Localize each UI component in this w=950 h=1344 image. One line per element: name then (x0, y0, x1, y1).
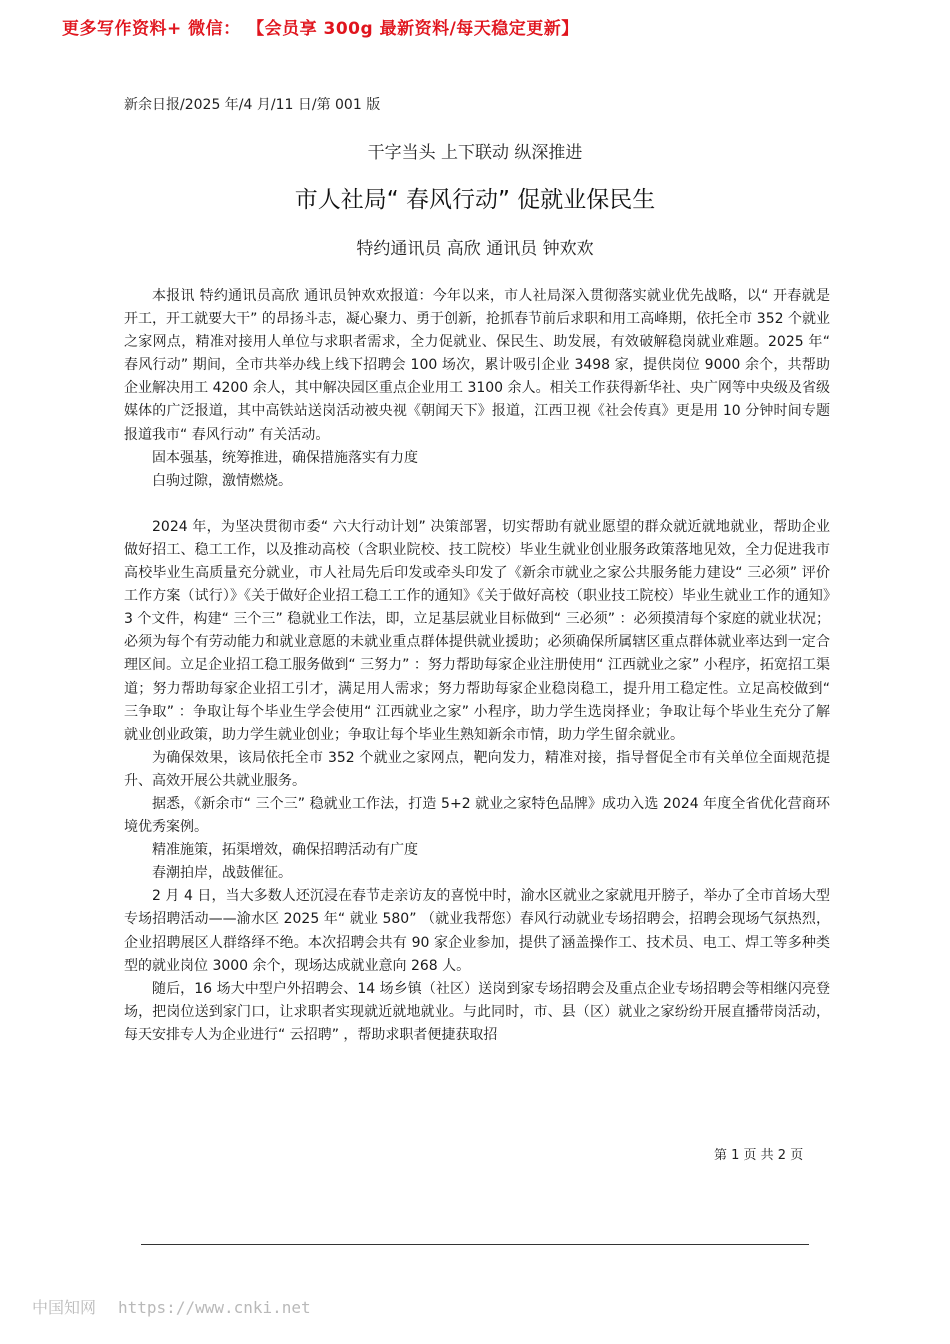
article-title: 市人社局“ 春风行动” 促就业保民生 (294, 187, 656, 213)
paragraph: 随后，16 场大中型户外招聘会、14 场乡镇（社区）送岗到家专场招聘会及重点企业专场招聘会等相继闪亮登场，把岗位送到家门口，让求职者实现就近就地就业。与此同时，市、县（区）就业之家纷纷开展直播带岗活动，每天安排专人为企业进行“ 云招聘” ，帮助求职者便捷获取招 (124, 980, 830, 1043)
promo-banner: 更多写作资料+ 微信： 【会员享 300g 最新资料/每天稳定更新】 (62, 19, 579, 39)
source-line: 新余日报/2025 年/4 月/11 日/第 001 版 (124, 97, 381, 113)
section-heading: 固本强基，统筹推进，确保措施落实有力度 (152, 449, 418, 466)
cnki-site-url[interactable]: https://www.cnki.net (118, 1298, 311, 1317)
paragraph-lead: 本报讯 特约通讯员高欣 通讯员钟欢欢报道：今年以来，市人社局深入贯彻落实就业优先战略，以“ 开春就是开工，开工就要大干” 的昂扬斗志，凝心聚力、勇于创新，抢抓春节前后求职和用工高峰期，依托全市 352 个就业之家网点，精准对接用人单位与求职者需求，全力促就业、保民生、助发展，有效破解稳岗就业难题。2025 年“ 春风行动” 期间，全市共举办线上线下招聘会 100 场次，累计吸引企业 3498 家，提供岗位 9000 余个，共帮助企业解决用工 4200 余人，其中解决园区重点企业用工 3100 余人。相关工作获得新华社、央广网等中央级及省级媒体的广泛报道，其中高铁站送岗活动被央视《朝闻天下》报道，江西卫视《社会传真》更是用 10 分钟时间专题报道我市“ 春风行动” 有关活动。 (124, 288, 830, 443)
paragraph-gap (124, 493, 830, 516)
article-subtitle: 干字当头 上下联动 纵深推进 (367, 143, 583, 163)
page-number: 第 1 页 共 2 页 (714, 1148, 804, 1163)
article-body (124, 285, 830, 1047)
paragraph: 白驹过隙，激情燃烧。 (152, 472, 292, 489)
paragraph: 春潮拍岸，战鼓催征。 (152, 865, 292, 882)
paragraph: 据悉，《新余市“ 三个三” 稳就业工作法，打造 5+2 就业之家特色品牌》成功入选 2024 年度全省优化营商环境优秀案例。 (124, 795, 830, 836)
cnki-watermark (32, 1295, 311, 1318)
cnki-site-name: 中国知网 (32, 1298, 97, 1317)
footer-divider (141, 1244, 809, 1245)
paragraph: 2 月 4 日，当大多数人还沉浸在春节走亲访友的喜悦中时，渝水区就业之家就甩开膀子，举办了全市首场大型专场招聘活动——渝水区 2025 年“ 就业 580” （就业我帮您）春风行动就业专场招聘会，招聘会现场气氛热烈，企业招聘展区人群络绎不绝。本次招聘会共有 90 家企业参加，提供了涵盖操作工、技术员、电工、焊工等多种类型的就业岗位 3000 余个，现场达成就业意向 268 人。 (124, 888, 830, 974)
article-byline: 特约通讯员 高欣 通讯员 钟欢欢 (356, 239, 594, 259)
section-heading: 精准施策，拓渠增效，确保招聘活动有广度 (152, 842, 418, 859)
paragraph: 为确保效果，该局依托全市 352 个就业之家网点，靶向发力，精准对接，指导督促全市有关单位全面规范提升、高效开展公共就业服务。 (124, 749, 830, 789)
paragraph: 2024 年，为坚决贯彻市委“ 六大行动计划” 决策部署，切实帮助有就业愿望的群众就近就地就业，帮助企业做好招工、稳工工作，以及推动高校（含职业院校、技工院校）毕业生就业创业服务政策落地见效，全力促进我市高校毕业生高质量充分就业，市人社局先后印发或牵头印发了《新余市就业之家公共服务能力建设“ 三必须” 评价工作方案（试行）》《关于做好企业招工稳工工作的通知》《关于做好高校（职业技工院校）毕业生就业工作的通知》3 个文件，构建“ 三个三” 稳就业工作法，即，立足基层就业目标做到“ 三必须” ：必须摸清每个家庭的就业状况；必须为每个有劳动能力和就业意愿的未就业重点群体提供就业援助；必须确保所属辖区重点群体就业率达到一定合理区间。立足企业招工稳工服务做到“ 三努力” ：努力帮助每家企业注册使用“ 江西就业之家” 小程序，拓宽招工渠道；努力帮助每家企业招工引才，满足用人需求；努力帮助每家企业稳岗稳工，提升用工稳定性。立足高校做到“ 三争取” ：争取让每个毕业生学会使用“ 江西就业之家” 小程序，助力学生选岗择业；争取让每个毕业生充分了解就业创业政策，助力学生就业创业；争取让每个毕业生熟知新余市情，助力学生留余就业。 (124, 518, 830, 743)
